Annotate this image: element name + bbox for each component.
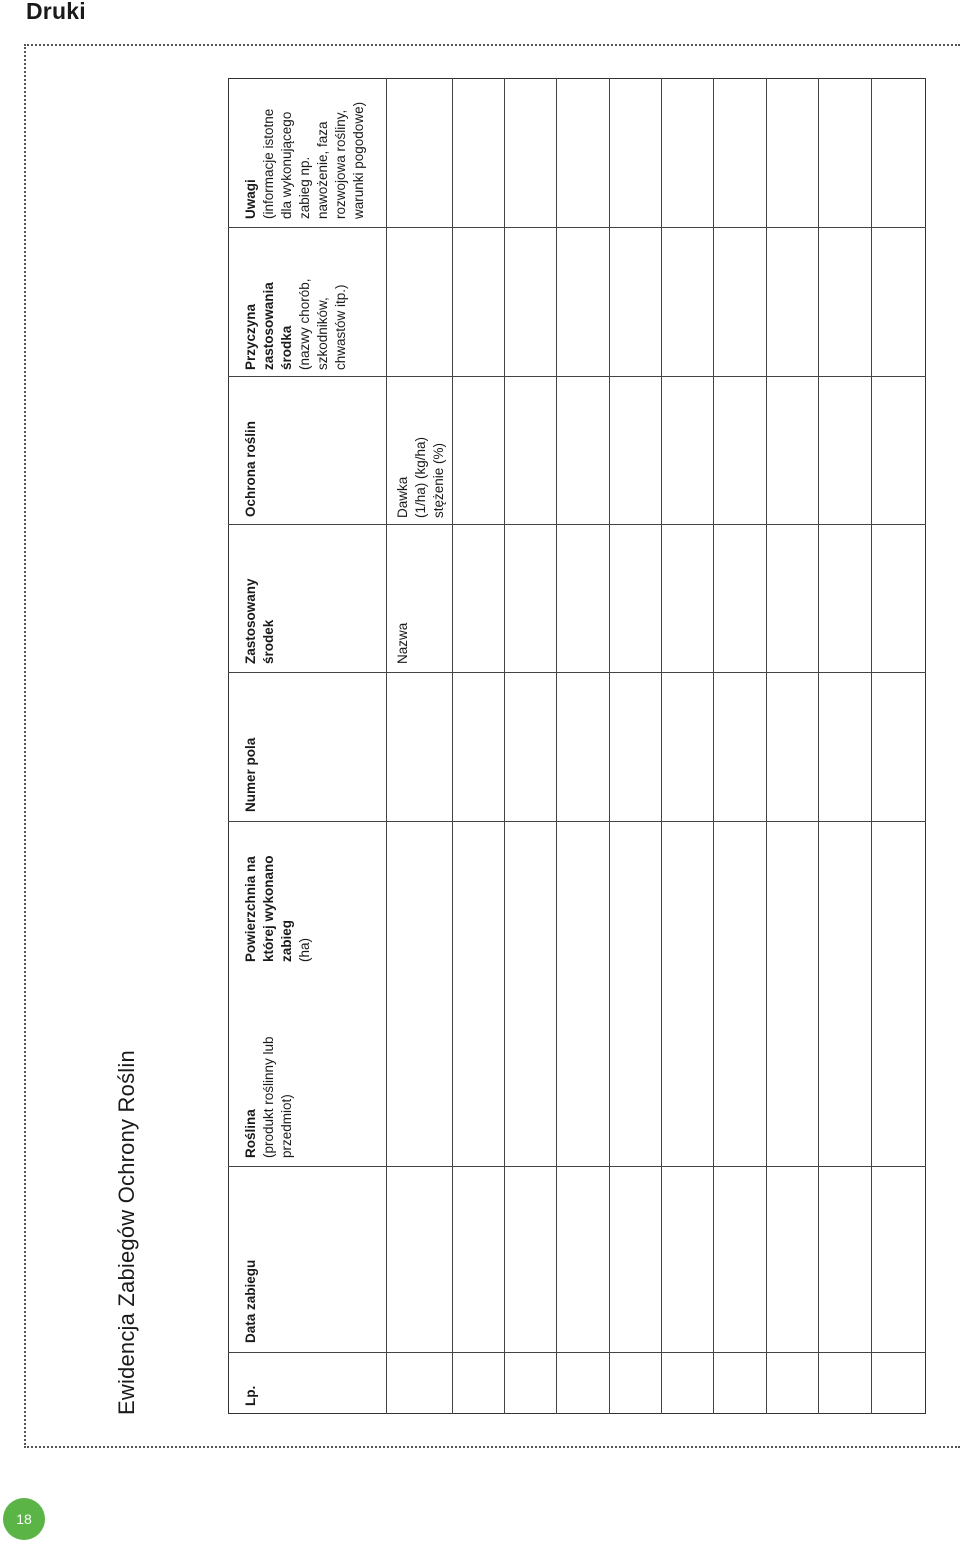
section-title: Druki (26, 0, 86, 24)
header-ochrona-roslin (242, 421, 260, 517)
header-line: dla wykonującego (279, 111, 295, 219)
header-line: Ochrona roślin (243, 420, 258, 517)
row-divider (818, 78, 819, 1414)
header-line: nawożenie, faza (315, 121, 331, 219)
header-data-zabiegu (242, 1260, 260, 1343)
header-zastosowany-srodek (242, 578, 278, 664)
header-row-divider (386, 78, 387, 1414)
col-divider (228, 227, 926, 228)
row-divider (609, 78, 610, 1414)
row-divider (766, 78, 767, 1414)
row-divider (556, 78, 557, 1414)
header-line: zastosowania (261, 282, 277, 370)
header-line: (informacje istotne (261, 108, 277, 219)
header-line: zabieg np. (297, 156, 313, 219)
row-divider (504, 78, 505, 1414)
row-divider (713, 78, 714, 1414)
subheader-line: Nazwa (395, 622, 410, 664)
form-title: Ewidencja Zabiegów Ochrony Roślin (114, 1050, 139, 1415)
header-line: Uwagi (243, 179, 258, 219)
header-line: środek (261, 619, 277, 664)
subheader-dawka (394, 437, 448, 518)
page-number-badge: 18 (3, 1498, 45, 1540)
header-roslina (242, 1036, 296, 1158)
col-divider (228, 672, 926, 673)
header-lp (242, 1386, 260, 1406)
col-divider (228, 1352, 926, 1353)
header-numer-pola (242, 738, 260, 812)
header-line: środka (279, 325, 295, 370)
header-line: szkodników, (315, 297, 331, 370)
header-line: chwastów itp.) (333, 284, 349, 370)
header-uwagi (242, 102, 369, 219)
col-divider (228, 821, 926, 822)
header-przyczyna (242, 278, 350, 370)
row-divider (452, 78, 453, 1414)
header-line: Powierzchnia na (243, 856, 258, 962)
header-line: Lp. (243, 1385, 258, 1406)
subheader-line: (1/ha) (kg/ha) (413, 436, 429, 518)
header-line: Przyczyna (243, 303, 258, 370)
header-line: (ha) (297, 937, 313, 962)
subheader-nazwa (394, 623, 412, 664)
col-divider (228, 376, 926, 377)
row-divider (871, 78, 872, 1414)
col-divider (228, 1166, 926, 1167)
header-line: przedmiot) (279, 1094, 295, 1158)
header-line: Zastosowany (243, 578, 258, 664)
header-line: rozwojowa rośliny, (333, 109, 349, 219)
header-line: (nazwy chorób, (297, 278, 313, 370)
header-line: Data zabiegu (243, 1259, 258, 1343)
header-line: której wykonano (261, 855, 277, 962)
header-line: Numer pola (243, 737, 258, 812)
subheader-line: Dawka (395, 476, 410, 518)
row-divider (661, 78, 662, 1414)
header-line: zabieg (279, 919, 295, 962)
header-line: Roślina (243, 1109, 258, 1158)
col-divider (228, 524, 926, 525)
subheader-line: stężenie (%) (431, 442, 447, 518)
header-line: warunki pogodowe) (351, 101, 367, 219)
header-line: (produkt roślinny lub (261, 1036, 277, 1158)
header-powierzchnia (242, 855, 314, 962)
